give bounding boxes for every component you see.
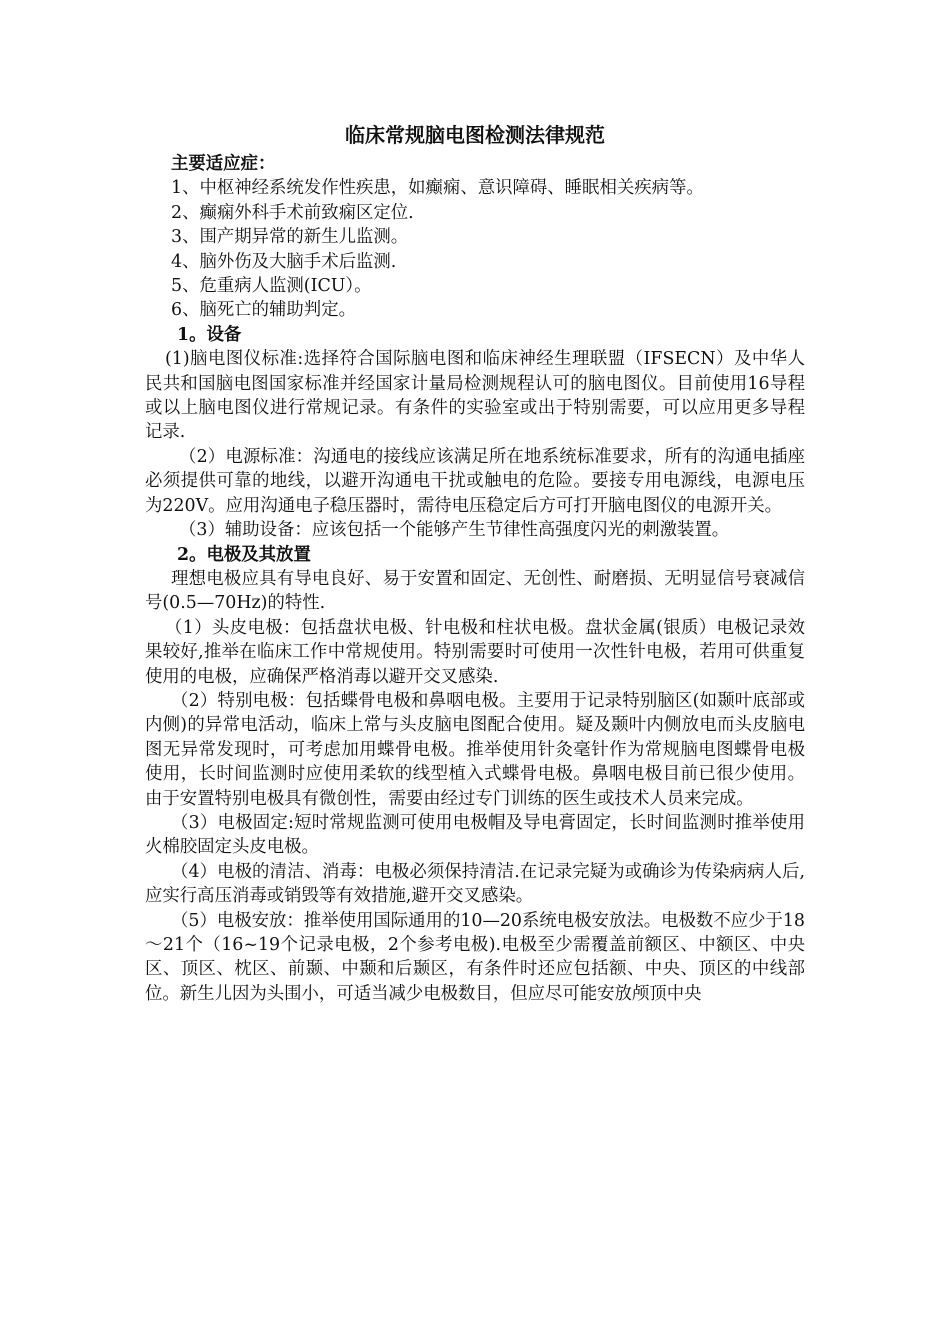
indication-item: 6、脑死亡的辅助判定。	[171, 300, 356, 321]
electrodes-paragraph: （2）特别电极：包括蝶骨电极和鼻咽电极。主要用于记录特别脑区(如颞叶底部或内侧)的异常电活动，临床上常与头皮脑电图配合使用。疑及颞叶内侧放电而头皮脑电图无异常发现时，可考虑加用蝶骨电极。推举使用针灸毫针作为常规脑电图蝶骨电极使用，长时间监测时应使用柔软的线型植入式蝶骨电极。鼻咽电极目前已很少使用。由于安置特别电极具有微创性，需要由经过专门训练的医生或技术人员来完成。	[145, 690, 805, 809]
electrodes-paragraph: （1）头皮电极：包括盘状电极、针电极和柱状电极。盘状金属(银质）电极记录效果较好,推举在临床工作中常规使用。特别需要时可使用一次性针电极，若用可供重复使用的电极，应确保严格消毒以避开交叉感染.	[145, 617, 805, 687]
section-heading-electrodes: 2。电极及其放置	[177, 544, 311, 565]
indication-item: 5、危重病人监测(ICU）。	[171, 276, 372, 297]
document-title: 临床常规脑电图检测法律规范	[345, 123, 605, 147]
equipment-paragraph: （3）辅助设备：应该包括一个能够产生节律性高强度闪光的刺激装置。	[179, 520, 730, 541]
electrodes-paragraph: （4）电极的清洁、消毒：电极必须保持清洁.在记录完疑为或确诊为传染病病人后,应实行高压消毒或销毁等有效措施,避开交叉感染。	[145, 861, 805, 907]
indication-item: 3、围产期异常的新生儿监测。	[171, 227, 409, 248]
indications-heading: 主要适应症：	[171, 154, 276, 174]
indication-item: 1、中枢神经系统发作性疾患，如癫痫、意识障碍、睡眠相关疾病等。	[171, 178, 704, 199]
equipment-paragraph: （2）电源标准：沟通电的接线应该满足所在地系统标准要求，所有的沟通电插座必须提供可靠的地线，以避开沟通电干扰或触电的危险。要接专用电源线，电源电压为220V。应用沟通电子稳压器时，需待电压稳定后方可打开脑电图仪的电源开关。	[145, 446, 805, 516]
electrodes-paragraph: （3）电极固定:短时常规监测可使用电极帽及导电膏固定，长时间监测时推举使用火棉胶固定头皮电极。	[145, 812, 805, 858]
electrodes-paragraph: （5）电极安放：推举使用国际通用的10—20系统电极安放法。电极数不应少于18～21个（16~19个记录电极，2个参考电极).电极至少需覆盖前额区、中额区、中央区、顶区、枕区、前颞、中颞和后颞区，有条件时还应包括额、中央、顶区的中线部位。新生儿因为头围小，可适当减少电极数目，但应尽可能安放颅顶中央	[145, 910, 805, 1004]
indication-item: 2、癫痫外科手术前致痫区定位.	[171, 202, 414, 223]
document-page	[145, 120, 805, 1006]
section-heading-equipment: 1。设备	[177, 324, 242, 345]
indication-item: 4、脑外伤及大脑手术后监测.	[171, 251, 397, 272]
electrodes-intro: 理想电极应具有导电良好、易于安置和固定、无创性、耐磨损、无明显信号衰减信号(0.5—70Hz)的特性.	[145, 568, 805, 614]
equipment-paragraph: (1)脑电图仪标准:选择符合国际脑电图和临床神经生理联盟（IFSECN）及中华人民共和国脑电图国家标准并经国家计量局检测规程认可的脑电图仪。目前使用16导程或以上脑电图仪进行常规记录。有条件的实验室或出于特别需要，可以应用更多导程记录.	[145, 349, 805, 443]
